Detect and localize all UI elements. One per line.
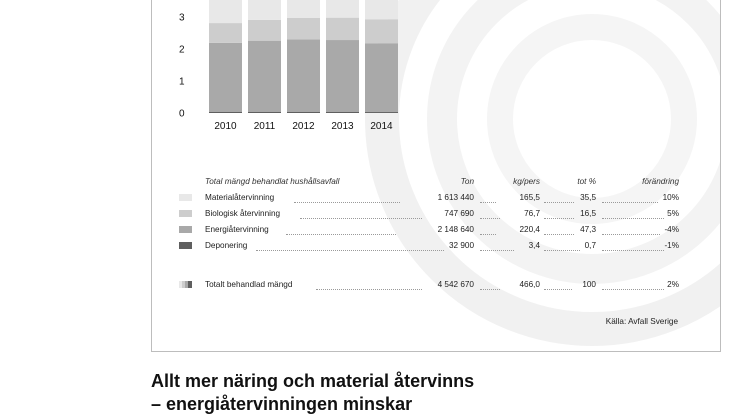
- row-change: -4%: [664, 225, 679, 234]
- table-header-row: [152, 177, 721, 189]
- bar-segment-2011: [248, 112, 281, 113]
- table-row: [152, 193, 721, 205]
- y-tick-label: 3: [179, 12, 185, 24]
- header-label: Total mängd behandlat hushållsavfall: [205, 177, 340, 186]
- chart-panel: [151, 0, 721, 352]
- bar-segment-2013: [326, 0, 359, 18]
- row-tot: 0,7: [584, 241, 596, 250]
- row-change: -1%: [664, 241, 679, 250]
- row-tot: 47,3: [580, 225, 596, 234]
- total-ton: 4 542 670: [437, 280, 474, 289]
- bar-segment-2013: [326, 112, 359, 113]
- table-total-row: [152, 280, 721, 292]
- bar-segment-2011: [248, 20, 281, 41]
- row-change: 5%: [667, 209, 679, 218]
- bar-segment-2014: [365, 112, 398, 113]
- row-ton: 32 900: [448, 241, 474, 250]
- heading-line-1: Allt mer näring och material återvinns: [151, 371, 475, 391]
- header-kgpers: kg/pers: [513, 177, 540, 186]
- total-kgpers: 466,0: [519, 280, 540, 289]
- bar-segment-2013: [326, 40, 359, 112]
- bar-segment-2010: [209, 112, 242, 113]
- x-tick-label: 2010: [214, 121, 237, 132]
- row-ton: 2 148 640: [437, 225, 474, 234]
- header-change: förändring: [642, 177, 679, 186]
- row-label: Materialåtervinning: [205, 193, 275, 202]
- x-tick-label: 2013: [331, 121, 354, 132]
- x-tick-label: 2011: [253, 121, 276, 132]
- bar-segment-2010: [209, 23, 242, 43]
- y-tick-label: 1: [179, 76, 185, 88]
- legend-swatch: [179, 226, 192, 233]
- row-ton: 747 690: [444, 209, 474, 218]
- legend-swatch: [179, 242, 192, 249]
- bar-segment-2013: [326, 18, 359, 40]
- row-change: 10%: [662, 193, 679, 202]
- bar-segment-2014: [365, 19, 398, 43]
- bar-segment-2010: [209, 43, 242, 112]
- row-kgpers: 165,5: [519, 193, 540, 202]
- table-row: [152, 241, 721, 253]
- stacked-bar-chart: [152, 0, 721, 149]
- bar-segment-2012: [287, 39, 320, 111]
- table-row: [152, 209, 721, 221]
- bar-segment-2014: [365, 0, 398, 19]
- bar-segment-2012: [287, 112, 320, 113]
- row-kgpers: 3,4: [528, 241, 540, 250]
- row-label: Energiåtervinning: [205, 225, 269, 234]
- row-tot: 35,5: [580, 193, 596, 202]
- x-tick-label: 2014: [370, 121, 393, 132]
- header-ton: Ton: [460, 177, 474, 186]
- row-label: Biologisk återvinning: [205, 209, 281, 218]
- header-tot: tot %: [577, 177, 596, 186]
- row-tot: 16,5: [580, 209, 596, 218]
- bar-segment-2011: [248, 0, 281, 20]
- total-label: Totalt behandlad mängd: [205, 280, 293, 289]
- x-tick-label: 2012: [292, 121, 315, 132]
- bar-segment-2012: [287, 0, 320, 18]
- y-tick-label: 2: [179, 44, 185, 56]
- row-ton: 1 613 440: [437, 193, 474, 202]
- bar-segment-2012: [287, 18, 320, 39]
- y-tick-label: 0: [179, 108, 185, 120]
- row-kgpers: 76,7: [524, 209, 540, 218]
- source-note: Källa: Avfall Sverige: [605, 317, 678, 326]
- bar-segment-2011: [248, 41, 281, 112]
- bar-segment-2014: [365, 43, 398, 112]
- table-row: [152, 225, 721, 237]
- bar-segment-2010: [209, 0, 242, 23]
- total-swatch: [179, 281, 192, 288]
- page-heading: [151, 370, 474, 416]
- row-label: Deponering: [205, 241, 248, 250]
- row-kgpers: 220,4: [519, 225, 540, 234]
- total-change: 2%: [667, 280, 679, 289]
- legend-swatch: [179, 210, 192, 217]
- total-tot: 100: [582, 280, 596, 289]
- legend-swatch: [179, 194, 192, 201]
- heading-line-2: – energiåtervinningen minskar: [151, 394, 413, 414]
